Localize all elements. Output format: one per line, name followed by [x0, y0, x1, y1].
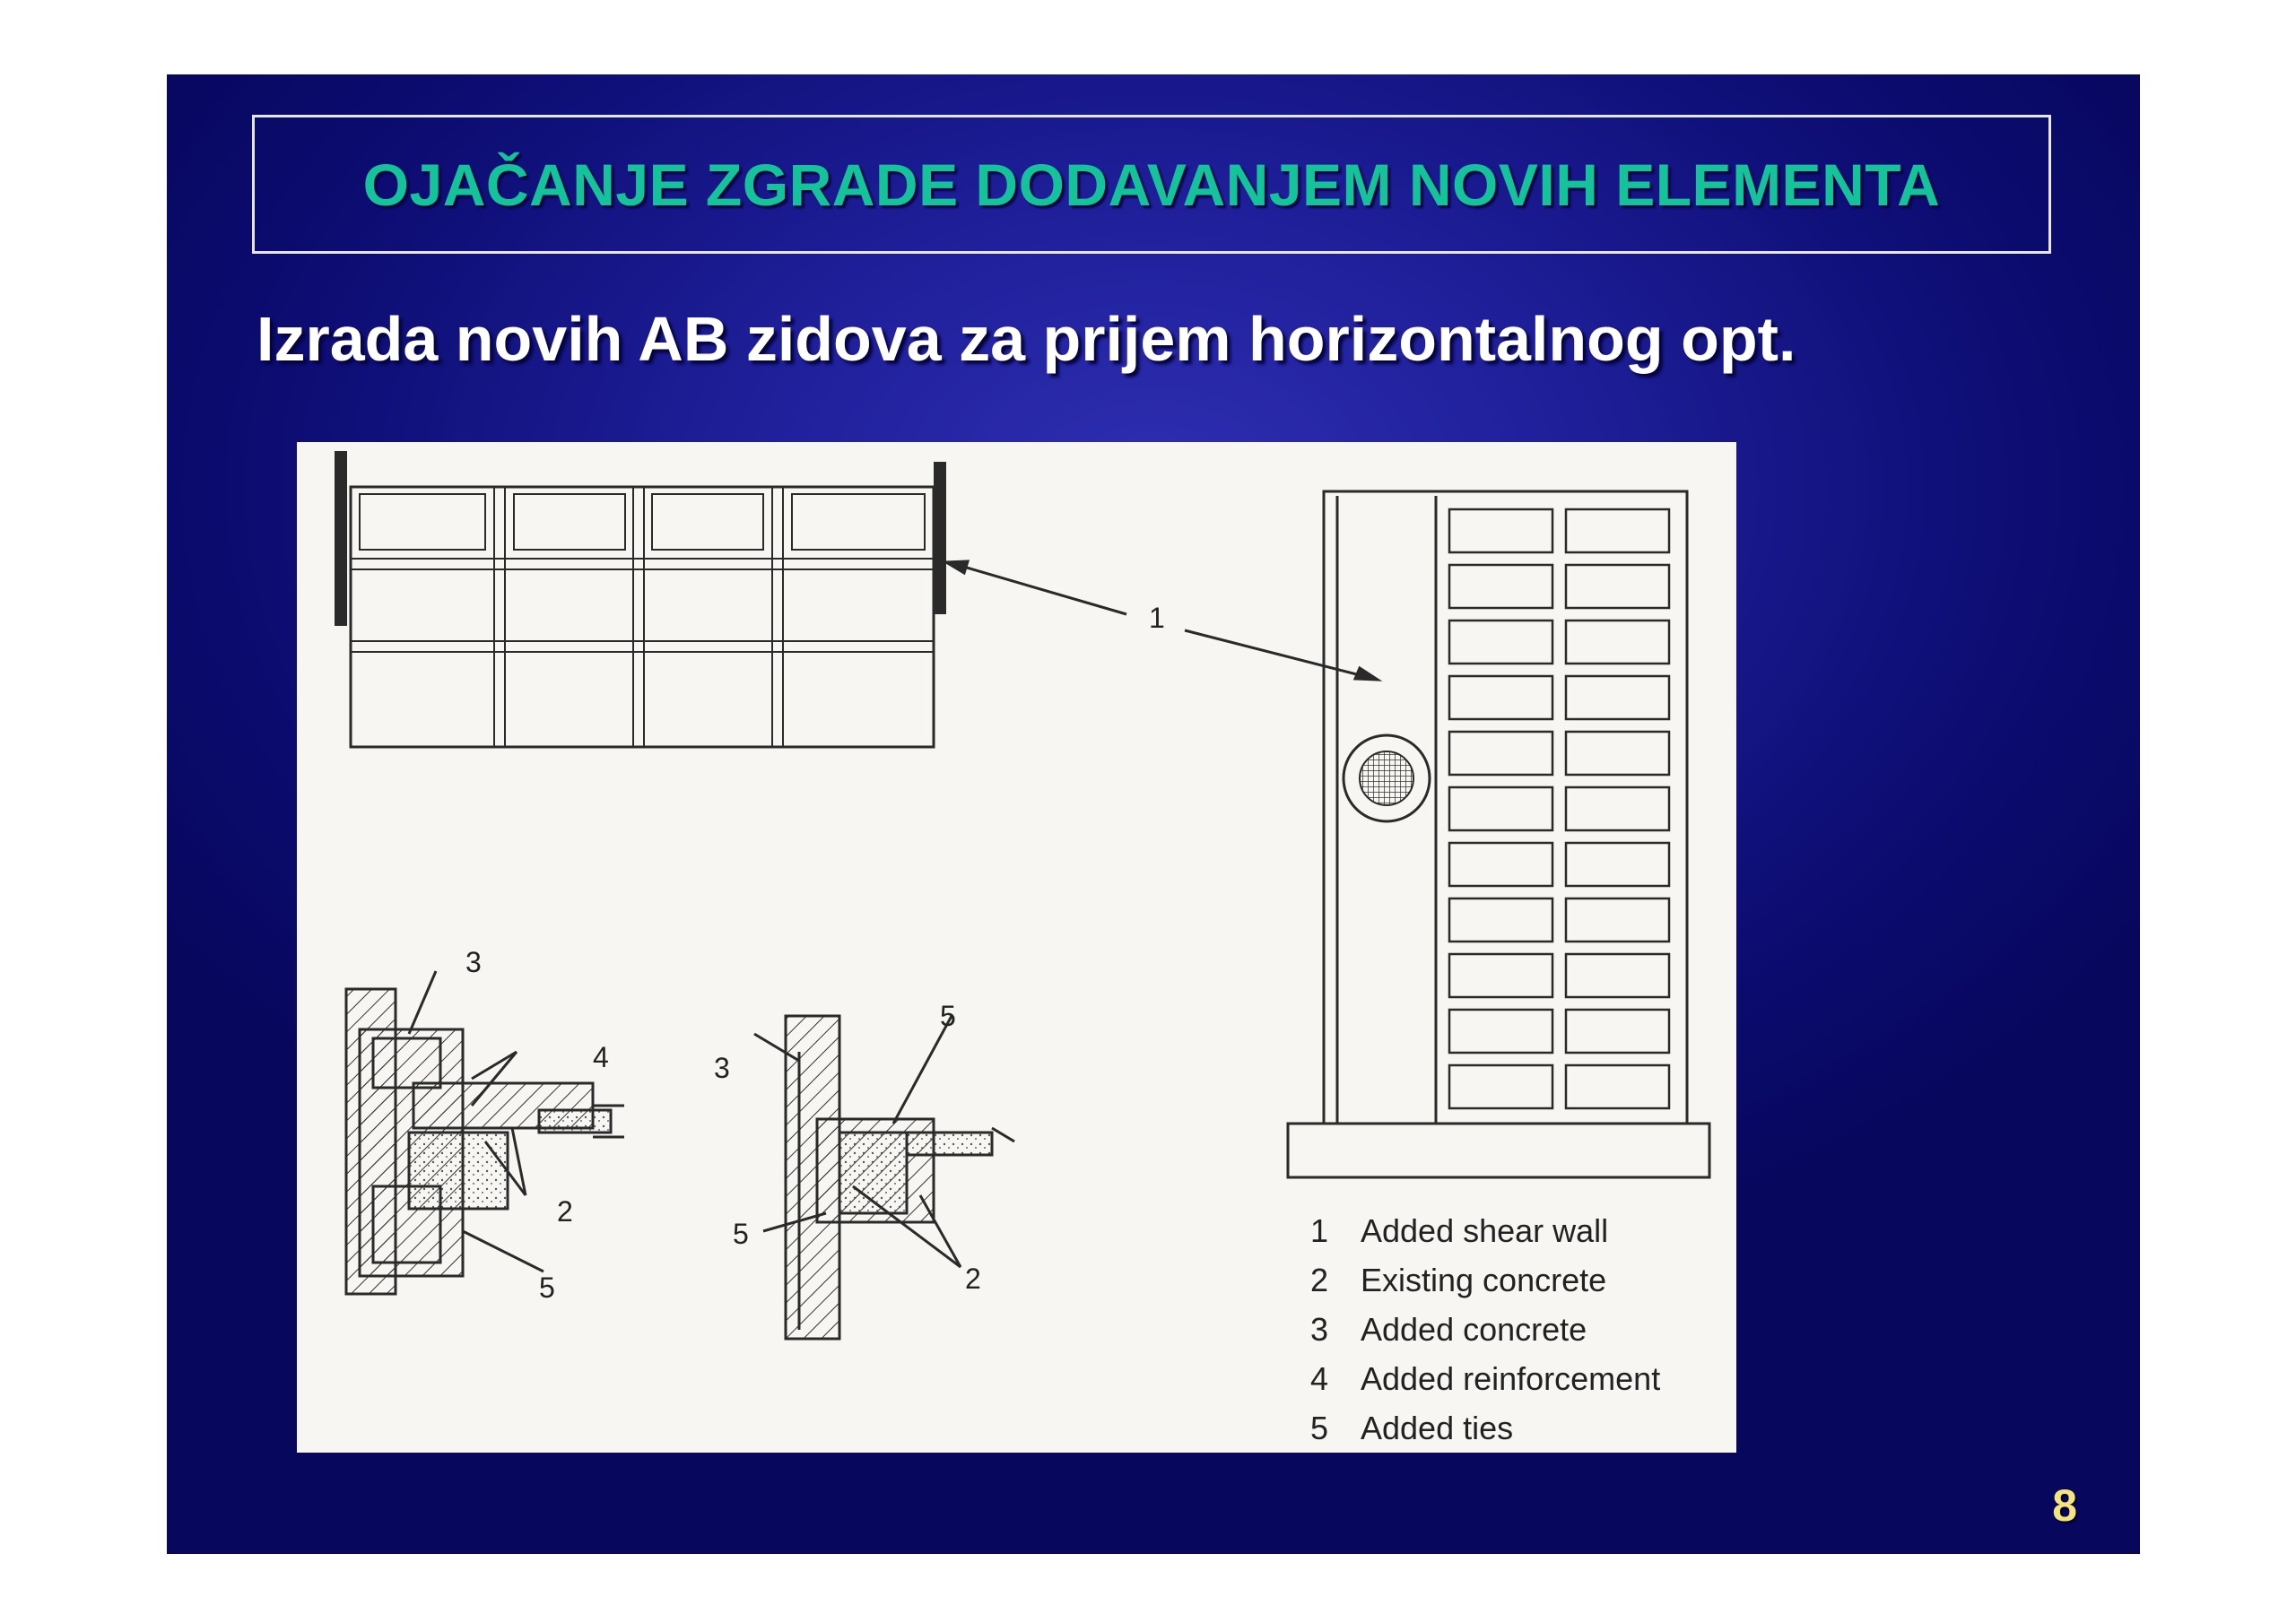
elevation-window	[1449, 621, 1552, 664]
legend-number: 5	[1310, 1409, 1329, 1446]
elevation-window	[1566, 1065, 1669, 1108]
callout-3-left: 3	[465, 946, 482, 978]
plan-view	[335, 451, 946, 747]
legend-item	[1310, 1206, 1660, 1255]
callout-2-mid: 2	[965, 1263, 981, 1295]
elevation-window	[1449, 843, 1552, 886]
legend-number: 1	[1310, 1211, 1329, 1249]
elevation-window	[1449, 509, 1552, 552]
elevation-window	[1449, 954, 1552, 997]
slide-title: OJAČANJE ZGRADE DODAVANJEM NOVIH ELEMENTA	[362, 151, 1941, 218]
slide	[167, 74, 2140, 1554]
elevation-windows	[1449, 509, 1669, 1108]
slide-subtitle: Izrada novih AB zidova za prijem horizontalnog opt.	[257, 304, 1796, 374]
elevation-window	[1449, 1065, 1552, 1108]
legend-item	[1310, 1305, 1660, 1354]
section-detail-a	[346, 971, 624, 1294]
legend-label: Added ties	[1361, 1409, 1514, 1446]
elevation-window	[1449, 787, 1552, 830]
legend-label: Existing concrete	[1361, 1261, 1607, 1298]
legend-item	[1310, 1354, 1660, 1403]
callout-4: 4	[593, 1041, 609, 1073]
legend-item	[1310, 1255, 1660, 1305]
elevation-window	[1449, 732, 1552, 775]
elevation-window	[1449, 565, 1552, 608]
legend-number: 4	[1310, 1359, 1329, 1397]
elevation-window	[1566, 954, 1669, 997]
shear-wall-figure	[297, 442, 1736, 1453]
legend-item	[1310, 1403, 1660, 1453]
callout-2-left: 2	[557, 1195, 573, 1228]
elevation-window	[1566, 621, 1669, 664]
elevation-window	[1566, 732, 1669, 775]
elevation-window	[1566, 1010, 1669, 1053]
legend-label: Added concrete	[1361, 1310, 1587, 1348]
elevation-window	[1449, 676, 1552, 719]
elevation-view	[1288, 491, 1709, 1177]
legend-label: Added shear wall	[1361, 1211, 1609, 1249]
elevation-window	[1566, 787, 1669, 830]
callout-1: 1	[1149, 602, 1165, 634]
legend-number: 3	[1310, 1310, 1329, 1348]
elevation-window	[1566, 676, 1669, 719]
legend	[1310, 1206, 1660, 1453]
legend-label: Added reinforcement	[1361, 1359, 1661, 1397]
elevation-window	[1566, 843, 1669, 886]
page-number: 8	[2052, 1480, 2077, 1531]
elevation-window	[1449, 898, 1552, 942]
elevation-window	[1449, 1010, 1552, 1053]
elevation-window	[1566, 565, 1669, 608]
legend-number: 2	[1310, 1261, 1329, 1298]
title-box	[252, 115, 2051, 254]
callout-5-mid-low: 5	[733, 1218, 749, 1250]
elevation-window	[1566, 509, 1669, 552]
callout-5-left: 5	[539, 1271, 555, 1304]
callout-5-mid-top: 5	[940, 1000, 956, 1032]
elevation-window	[1566, 898, 1669, 942]
callout-3-mid: 3	[714, 1052, 730, 1084]
